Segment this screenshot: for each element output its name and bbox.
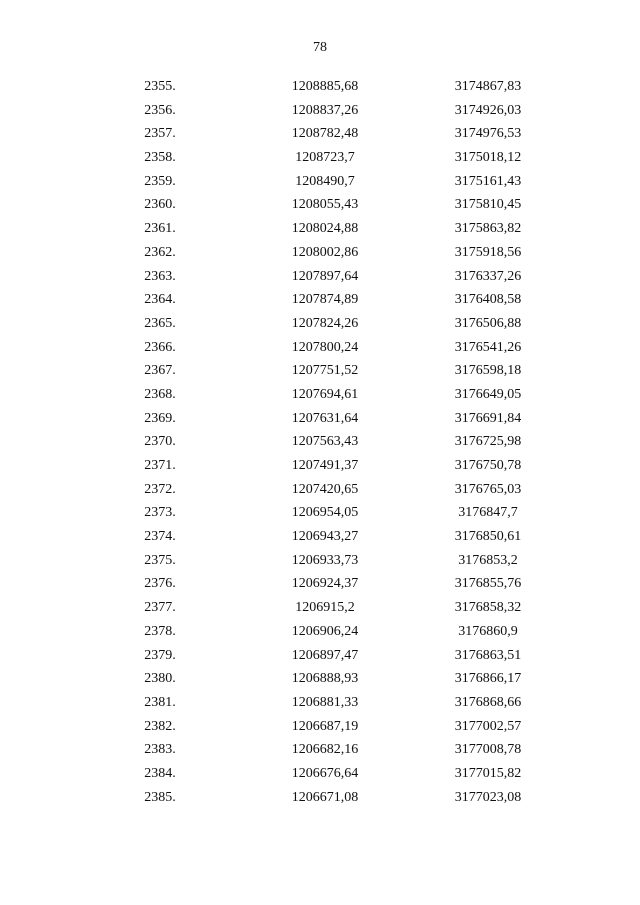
table-row	[0, 265, 640, 289]
point-number-cell: 2376.	[144, 576, 176, 592]
table-row	[0, 478, 640, 502]
x-coordinate-cell: 1208002,86	[291, 244, 359, 260]
table-row	[0, 525, 640, 549]
x-coordinate-cell: 1206924,37	[291, 576, 359, 592]
x-coordinate-cell: 1208490,7	[295, 173, 355, 189]
table-row	[0, 193, 640, 217]
point-number-cell: 2356.	[144, 102, 176, 118]
y-coordinate-cell: 3175161,43	[454, 173, 522, 189]
table-row	[0, 620, 640, 644]
point-number-cell: 2373.	[144, 505, 176, 521]
table-row	[0, 359, 640, 383]
point-number-cell: 2377.	[144, 600, 176, 616]
table-row	[0, 383, 640, 407]
point-number-cell: 2371.	[144, 458, 176, 473]
y-coordinate-cell: 3175018,12	[454, 150, 522, 166]
y-coordinate-cell: 3176858,32	[454, 600, 522, 616]
table-row	[0, 146, 640, 170]
x-coordinate-cell: 1206906,24	[291, 623, 359, 639]
point-number-cell: 2378.	[144, 623, 176, 639]
y-coordinate-cell: 3176691,84	[454, 410, 522, 426]
y-coordinate-cell: 3177023,08	[454, 789, 522, 805]
point-number-cell: 2374.	[144, 529, 176, 545]
x-coordinate-cell: 1208885,68	[291, 79, 359, 94]
point-number-cell: 2367.	[144, 363, 176, 379]
point-number-cell: 2361.	[144, 221, 176, 237]
table-row	[0, 762, 640, 786]
point-number-cell: 2360.	[144, 197, 176, 213]
x-coordinate-cell: 1207563,43	[291, 434, 359, 450]
y-coordinate-cell: 3174926,03	[454, 102, 522, 118]
point-number-cell: 2375.	[144, 552, 176, 568]
x-coordinate-cell: 1208723,7	[295, 150, 355, 166]
x-coordinate-cell: 1206915,2	[295, 600, 355, 616]
x-coordinate-cell: 1207897,64	[291, 268, 359, 284]
point-number-cell: 2363.	[144, 268, 176, 284]
y-coordinate-cell: 3176765,03	[454, 481, 522, 497]
y-coordinate-cell: 3175863,82	[454, 221, 522, 237]
point-number-cell: 2364.	[144, 292, 176, 308]
table-row	[0, 241, 640, 265]
y-coordinate-cell: 3176855,76	[454, 576, 522, 592]
table-row	[0, 501, 640, 525]
x-coordinate-cell: 1206881,33	[291, 694, 359, 710]
x-coordinate-cell: 1206687,19	[291, 718, 359, 734]
y-coordinate-cell: 3177002,57	[454, 718, 522, 734]
y-coordinate-cell: 3175918,56	[454, 244, 522, 260]
y-coordinate-cell: 3177008,78	[454, 742, 522, 758]
point-number-cell: 2362.	[144, 244, 176, 260]
y-coordinate-cell: 3176860,9	[458, 623, 518, 639]
point-number-cell: 2382.	[144, 718, 176, 734]
x-coordinate-cell: 1207631,64	[291, 410, 359, 426]
y-coordinate-cell: 3176506,88	[454, 315, 522, 331]
y-coordinate-cell: 3176850,61	[454, 529, 522, 545]
y-coordinate-cell: 3176863,51	[454, 647, 522, 663]
x-coordinate-cell: 1207420,65	[291, 481, 359, 497]
x-coordinate-cell: 1206933,73	[291, 552, 359, 568]
x-coordinate-cell: 1207694,61	[291, 386, 359, 402]
point-number-cell: 2385.	[144, 789, 176, 805]
point-number-cell: 2383.	[144, 742, 176, 758]
y-coordinate-cell: 3174976,53	[454, 126, 522, 142]
coordinates-table	[0, 75, 640, 809]
x-coordinate-cell: 1206954,05	[291, 505, 359, 521]
point-number-cell: 2355.	[144, 79, 176, 94]
table-row	[0, 549, 640, 573]
x-coordinate-cell: 1207800,24	[291, 339, 359, 355]
x-coordinate-cell: 1208782,48	[291, 126, 359, 142]
table-row	[0, 430, 640, 454]
table-row	[0, 454, 640, 478]
point-number-cell: 2372.	[144, 481, 176, 497]
point-number-cell: 2380.	[144, 671, 176, 687]
point-number-cell: 2357.	[144, 126, 176, 142]
page-number: 78	[313, 40, 327, 55]
point-number-cell: 2358.	[144, 150, 176, 166]
point-number-cell: 2365.	[144, 315, 176, 331]
table-row	[0, 644, 640, 668]
table-row	[0, 407, 640, 431]
y-coordinate-cell: 3176847,7	[458, 505, 518, 521]
point-number-cell: 2379.	[144, 647, 176, 663]
x-coordinate-cell: 1206943,27	[291, 529, 359, 545]
table-row	[0, 217, 640, 241]
table-row	[0, 122, 640, 146]
x-coordinate-cell: 1207874,89	[291, 292, 359, 308]
x-coordinate-cell: 1208055,43	[291, 197, 359, 213]
point-number-cell: 2359.	[144, 173, 176, 189]
y-coordinate-cell: 3174867,83	[454, 79, 522, 94]
point-number-cell: 2384.	[144, 765, 176, 781]
y-coordinate-cell: 3176868,66	[454, 694, 522, 710]
table-row	[0, 288, 640, 312]
y-coordinate-cell: 3176725,98	[454, 434, 522, 450]
table-row	[0, 786, 640, 810]
x-coordinate-cell: 1206888,93	[291, 671, 359, 687]
table-row	[0, 572, 640, 596]
y-coordinate-cell: 3176541,26	[454, 339, 522, 355]
x-coordinate-cell: 1208024,88	[291, 221, 359, 237]
y-coordinate-cell: 3176866,17	[454, 671, 522, 687]
y-coordinate-cell: 3176649,05	[454, 386, 522, 402]
table-row	[0, 596, 640, 620]
table-row	[0, 715, 640, 739]
table-row	[0, 170, 640, 194]
point-number-cell: 2366.	[144, 339, 176, 355]
x-coordinate-cell: 1206897,47	[291, 647, 359, 663]
x-coordinate-cell: 1208837,26	[291, 102, 359, 118]
table-row	[0, 691, 640, 715]
y-coordinate-cell: 3175810,45	[454, 197, 522, 213]
point-number-cell: 2381.	[144, 694, 176, 710]
x-coordinate-cell: 1206671,08	[291, 789, 359, 805]
point-number-cell: 2369.	[144, 410, 176, 426]
table-row	[0, 336, 640, 360]
y-coordinate-cell: 3176337,26	[454, 268, 522, 284]
y-coordinate-cell: 3176853,2	[458, 552, 518, 568]
x-coordinate-cell: 1207751,52	[291, 363, 359, 379]
x-coordinate-cell: 1206682,16	[291, 742, 359, 758]
point-number-cell: 2370.	[144, 434, 176, 450]
table-row	[0, 99, 640, 123]
y-coordinate-cell: 3176750,78	[454, 458, 522, 473]
x-coordinate-cell: 1207824,26	[291, 315, 359, 331]
table-row	[0, 738, 640, 762]
x-coordinate-cell: 1207491,37	[291, 458, 359, 473]
y-coordinate-cell: 3177015,82	[454, 765, 522, 781]
point-number-cell: 2368.	[144, 386, 176, 402]
y-coordinate-cell: 3176408,58	[454, 292, 522, 308]
table-row	[0, 75, 640, 99]
x-coordinate-cell: 1206676,64	[291, 765, 359, 781]
table-row	[0, 312, 640, 336]
y-coordinate-cell: 3176598,18	[454, 363, 522, 379]
table-row	[0, 667, 640, 691]
